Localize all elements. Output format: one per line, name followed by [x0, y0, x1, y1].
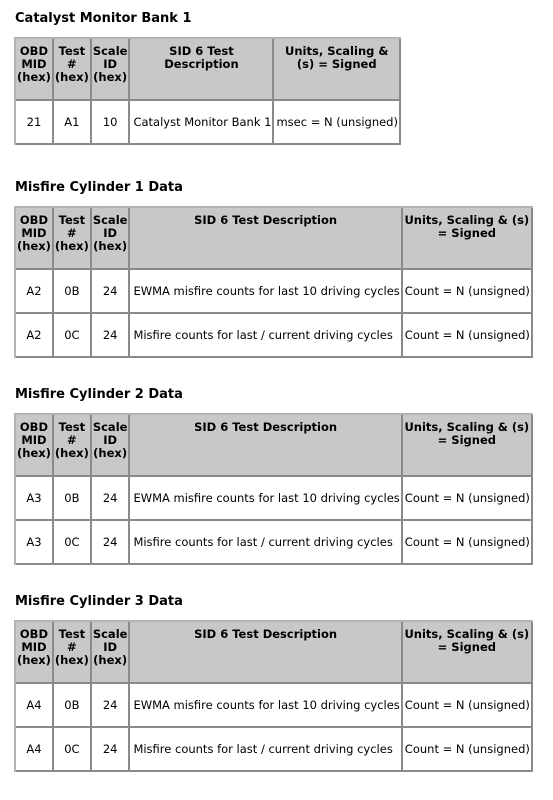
- header-obd-mid: OBD MID (hex): [16, 622, 54, 684]
- table-row: [16, 101, 401, 145]
- section-title: Catalyst Monitor Bank 1: [15, 11, 192, 26]
- section-misfire-cylinder-3: [14, 594, 533, 772]
- cell-description: Catalyst Monitor Bank 1: [130, 101, 274, 145]
- cell-units: Count = N (unsigned): [403, 684, 533, 728]
- header-description: SID 6 Test Description: [130, 39, 274, 101]
- header-units: Units, Scaling & (s) = Signed: [403, 622, 533, 684]
- header-scale-id: Scale ID (hex): [92, 415, 131, 477]
- header-obd-mid: OBD MID (hex): [16, 39, 54, 101]
- table-row: [16, 728, 533, 772]
- cell-test-number: 0C: [54, 314, 92, 358]
- header-scale-id: Scale ID (hex): [92, 208, 131, 270]
- cell-obd-mid: A3: [16, 521, 54, 565]
- header-description: SID 6 Test Description: [130, 208, 402, 270]
- cell-obd-mid: A2: [16, 270, 54, 314]
- cell-description: Misfire counts for last / current driving cycles: [130, 521, 402, 565]
- cell-test-number: 0C: [54, 521, 92, 565]
- section-title: Misfire Cylinder 2 Data: [15, 387, 183, 402]
- cell-scale-id: 24: [92, 314, 131, 358]
- cell-obd-mid: 21: [16, 101, 54, 145]
- header-obd-mid: OBD MID (hex): [16, 208, 54, 270]
- table-row: [16, 314, 533, 358]
- table-row: [16, 477, 533, 521]
- cell-description: Misfire counts for last / current driving cycles: [130, 728, 402, 772]
- cell-units: Count = N (unsigned): [403, 728, 533, 772]
- cell-description: EWMA misfire counts for last 10 driving cycles: [130, 270, 402, 314]
- cell-obd-mid: A3: [16, 477, 54, 521]
- cell-scale-id: 24: [92, 477, 131, 521]
- cell-obd-mid: A4: [16, 728, 54, 772]
- cell-test-number: 0B: [54, 270, 92, 314]
- header-test-number: Test # (hex): [54, 622, 92, 684]
- section-misfire-cylinder-2: [14, 387, 533, 565]
- cell-description: Misfire counts for last / current driving cycles: [130, 314, 402, 358]
- header-scale-id: Scale ID (hex): [92, 622, 131, 684]
- cell-units: Count = N (unsigned): [403, 314, 533, 358]
- cell-scale-id: 24: [92, 270, 131, 314]
- section-title: Misfire Cylinder 3 Data: [15, 594, 183, 609]
- header-test-number: Test # (hex): [54, 208, 92, 270]
- table-row: [16, 684, 533, 728]
- header-test-number: Test # (hex): [54, 39, 92, 101]
- cell-scale-id: 24: [92, 728, 131, 772]
- header-scale-id: Scale ID (hex): [92, 39, 131, 101]
- cell-description: EWMA misfire counts for last 10 driving cycles: [130, 477, 402, 521]
- cell-units: Count = N (unsigned): [403, 270, 533, 314]
- table-row: [16, 270, 533, 314]
- header-description: SID 6 Test Description: [130, 622, 402, 684]
- cell-test-number: 0C: [54, 728, 92, 772]
- cell-units: msec = N (unsigned): [274, 101, 401, 145]
- header-units: Units, Scaling & (s) = Signed: [403, 415, 533, 477]
- cell-scale-id: 24: [92, 521, 131, 565]
- misfire-cylinder-3-table: [14, 620, 533, 772]
- cell-units: Count = N (unsigned): [403, 477, 533, 521]
- table-header-row: [16, 415, 533, 477]
- cell-test-number: A1: [54, 101, 92, 145]
- section-misfire-cylinder-1: [14, 180, 533, 358]
- header-units: Units, Scaling & (s) = Signed: [403, 208, 533, 270]
- table-header-row: [16, 39, 401, 101]
- cell-test-number: 0B: [54, 477, 92, 521]
- section-catalyst-monitor-bank-1: [14, 11, 401, 145]
- section-title: Misfire Cylinder 1 Data: [15, 180, 183, 195]
- header-test-number: Test # (hex): [54, 415, 92, 477]
- cell-scale-id: 24: [92, 684, 131, 728]
- misfire-cylinder-1-table: [14, 206, 533, 358]
- misfire-cylinder-2-table: [14, 413, 533, 565]
- cell-obd-mid: A4: [16, 684, 54, 728]
- cell-obd-mid: A2: [16, 314, 54, 358]
- cell-scale-id: 10: [92, 101, 131, 145]
- table-row: [16, 521, 533, 565]
- table-header-row: [16, 208, 533, 270]
- header-units: Units, Scaling & (s) = Signed: [274, 39, 401, 101]
- header-description: SID 6 Test Description: [130, 415, 402, 477]
- catalyst-monitor-table: [14, 37, 401, 145]
- cell-description: EWMA misfire counts for last 10 driving cycles: [130, 684, 402, 728]
- header-obd-mid: OBD MID (hex): [16, 415, 54, 477]
- table-header-row: [16, 622, 533, 684]
- cell-units: Count = N (unsigned): [403, 521, 533, 565]
- cell-test-number: 0B: [54, 684, 92, 728]
